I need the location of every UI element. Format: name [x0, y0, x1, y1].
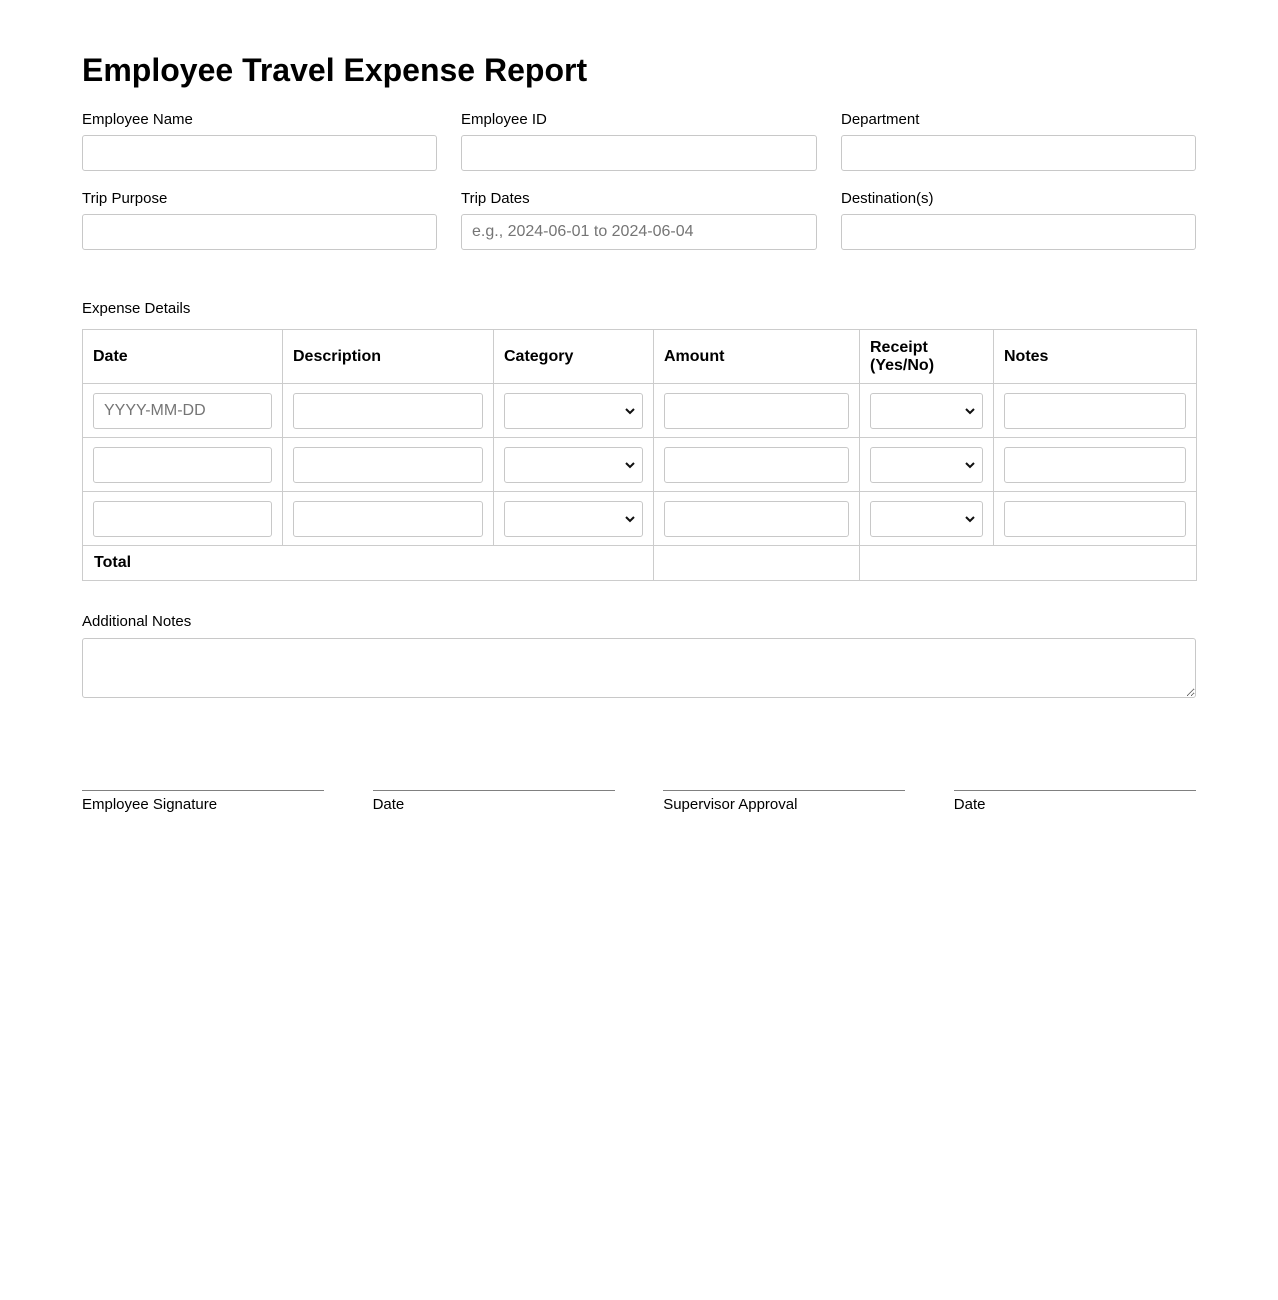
row-receipt-select-wrap: [870, 447, 983, 483]
supervisor-date-line: Date: [954, 790, 1196, 820]
employee-id-input[interactable]: [461, 135, 817, 171]
trip-purpose-label: Trip Purpose: [82, 190, 168, 207]
row-receipt-select[interactable]: [870, 447, 983, 483]
row-description-input[interactable]: [293, 447, 483, 483]
table-header-row: [83, 330, 1197, 384]
trip-purpose-field: [82, 190, 437, 250]
destinations-input[interactable]: [841, 214, 1196, 250]
table-row: [83, 384, 1197, 438]
trip-dates-label: Trip Dates: [461, 190, 530, 207]
destinations-field: [841, 190, 1196, 250]
signature-section: [82, 790, 1196, 820]
table-row: [83, 492, 1197, 546]
row-description-input[interactable]: [293, 501, 483, 537]
column-header-date: Date: [83, 330, 283, 384]
column-header-category: Category: [494, 330, 654, 384]
row-receipt-select-wrap: [870, 393, 983, 429]
supervisor-approval-line: Supervisor Approval: [663, 790, 905, 820]
total-label: Total: [83, 546, 654, 581]
row-notes-input[interactable]: [1004, 393, 1186, 429]
additional-notes-label: Additional Notes: [82, 613, 192, 630]
row-receipt-select-wrap: [870, 501, 983, 537]
column-header-amount: Amount: [654, 330, 860, 384]
row-receipt-select[interactable]: [870, 393, 983, 429]
row-date-input[interactable]: [93, 501, 272, 537]
table-row: [83, 438, 1197, 492]
row-amount-input[interactable]: [664, 447, 849, 483]
row-category-select[interactable]: [504, 501, 643, 537]
employee-name-label: Employee Name: [82, 111, 193, 128]
row-notes-input[interactable]: [1004, 447, 1186, 483]
trip-dates-input[interactable]: [461, 214, 817, 250]
expense-table: [82, 329, 1197, 581]
column-header-description: Description: [283, 330, 494, 384]
employee-info-grid: [82, 111, 1196, 254]
total-row: [83, 546, 1197, 581]
column-header-notes: Notes: [994, 330, 1197, 384]
department-field: [841, 111, 1196, 171]
employee-name-field: [82, 111, 437, 171]
column-header-receipt: Receipt (Yes/No): [860, 330, 994, 384]
employee-name-input[interactable]: [82, 135, 437, 171]
employee-id-field: [461, 111, 817, 171]
row-category-select[interactable]: [504, 447, 643, 483]
page-title: Employee Travel Expense Report: [82, 52, 588, 88]
row-date-input[interactable]: [93, 447, 272, 483]
employee-date-line: Date: [373, 790, 615, 820]
expense-report-page: [82, 0, 1196, 820]
row-receipt-select[interactable]: [870, 501, 983, 537]
row-description-input[interactable]: [293, 393, 483, 429]
row-date-input[interactable]: [93, 393, 272, 429]
total-spacer: [860, 546, 1197, 581]
destinations-label: Destination(s): [841, 190, 934, 207]
row-notes-input[interactable]: [1004, 501, 1186, 537]
row-category-select-wrap: [504, 393, 643, 429]
expense-details-label: Expense Details: [82, 300, 191, 317]
additional-notes-textarea[interactable]: [82, 638, 1196, 698]
trip-purpose-input[interactable]: [82, 214, 437, 250]
row-category-select[interactable]: [504, 393, 643, 429]
department-input[interactable]: [841, 135, 1196, 171]
total-amount: [654, 546, 860, 581]
row-amount-input[interactable]: [664, 501, 849, 537]
row-amount-input[interactable]: [664, 393, 849, 429]
trip-dates-field: [461, 190, 817, 250]
row-category-select-wrap: [504, 447, 643, 483]
row-category-select-wrap: [504, 501, 643, 537]
employee-signature-line: Employee Signature: [82, 790, 324, 820]
department-label: Department: [841, 111, 920, 128]
employee-id-label: Employee ID: [461, 111, 547, 128]
